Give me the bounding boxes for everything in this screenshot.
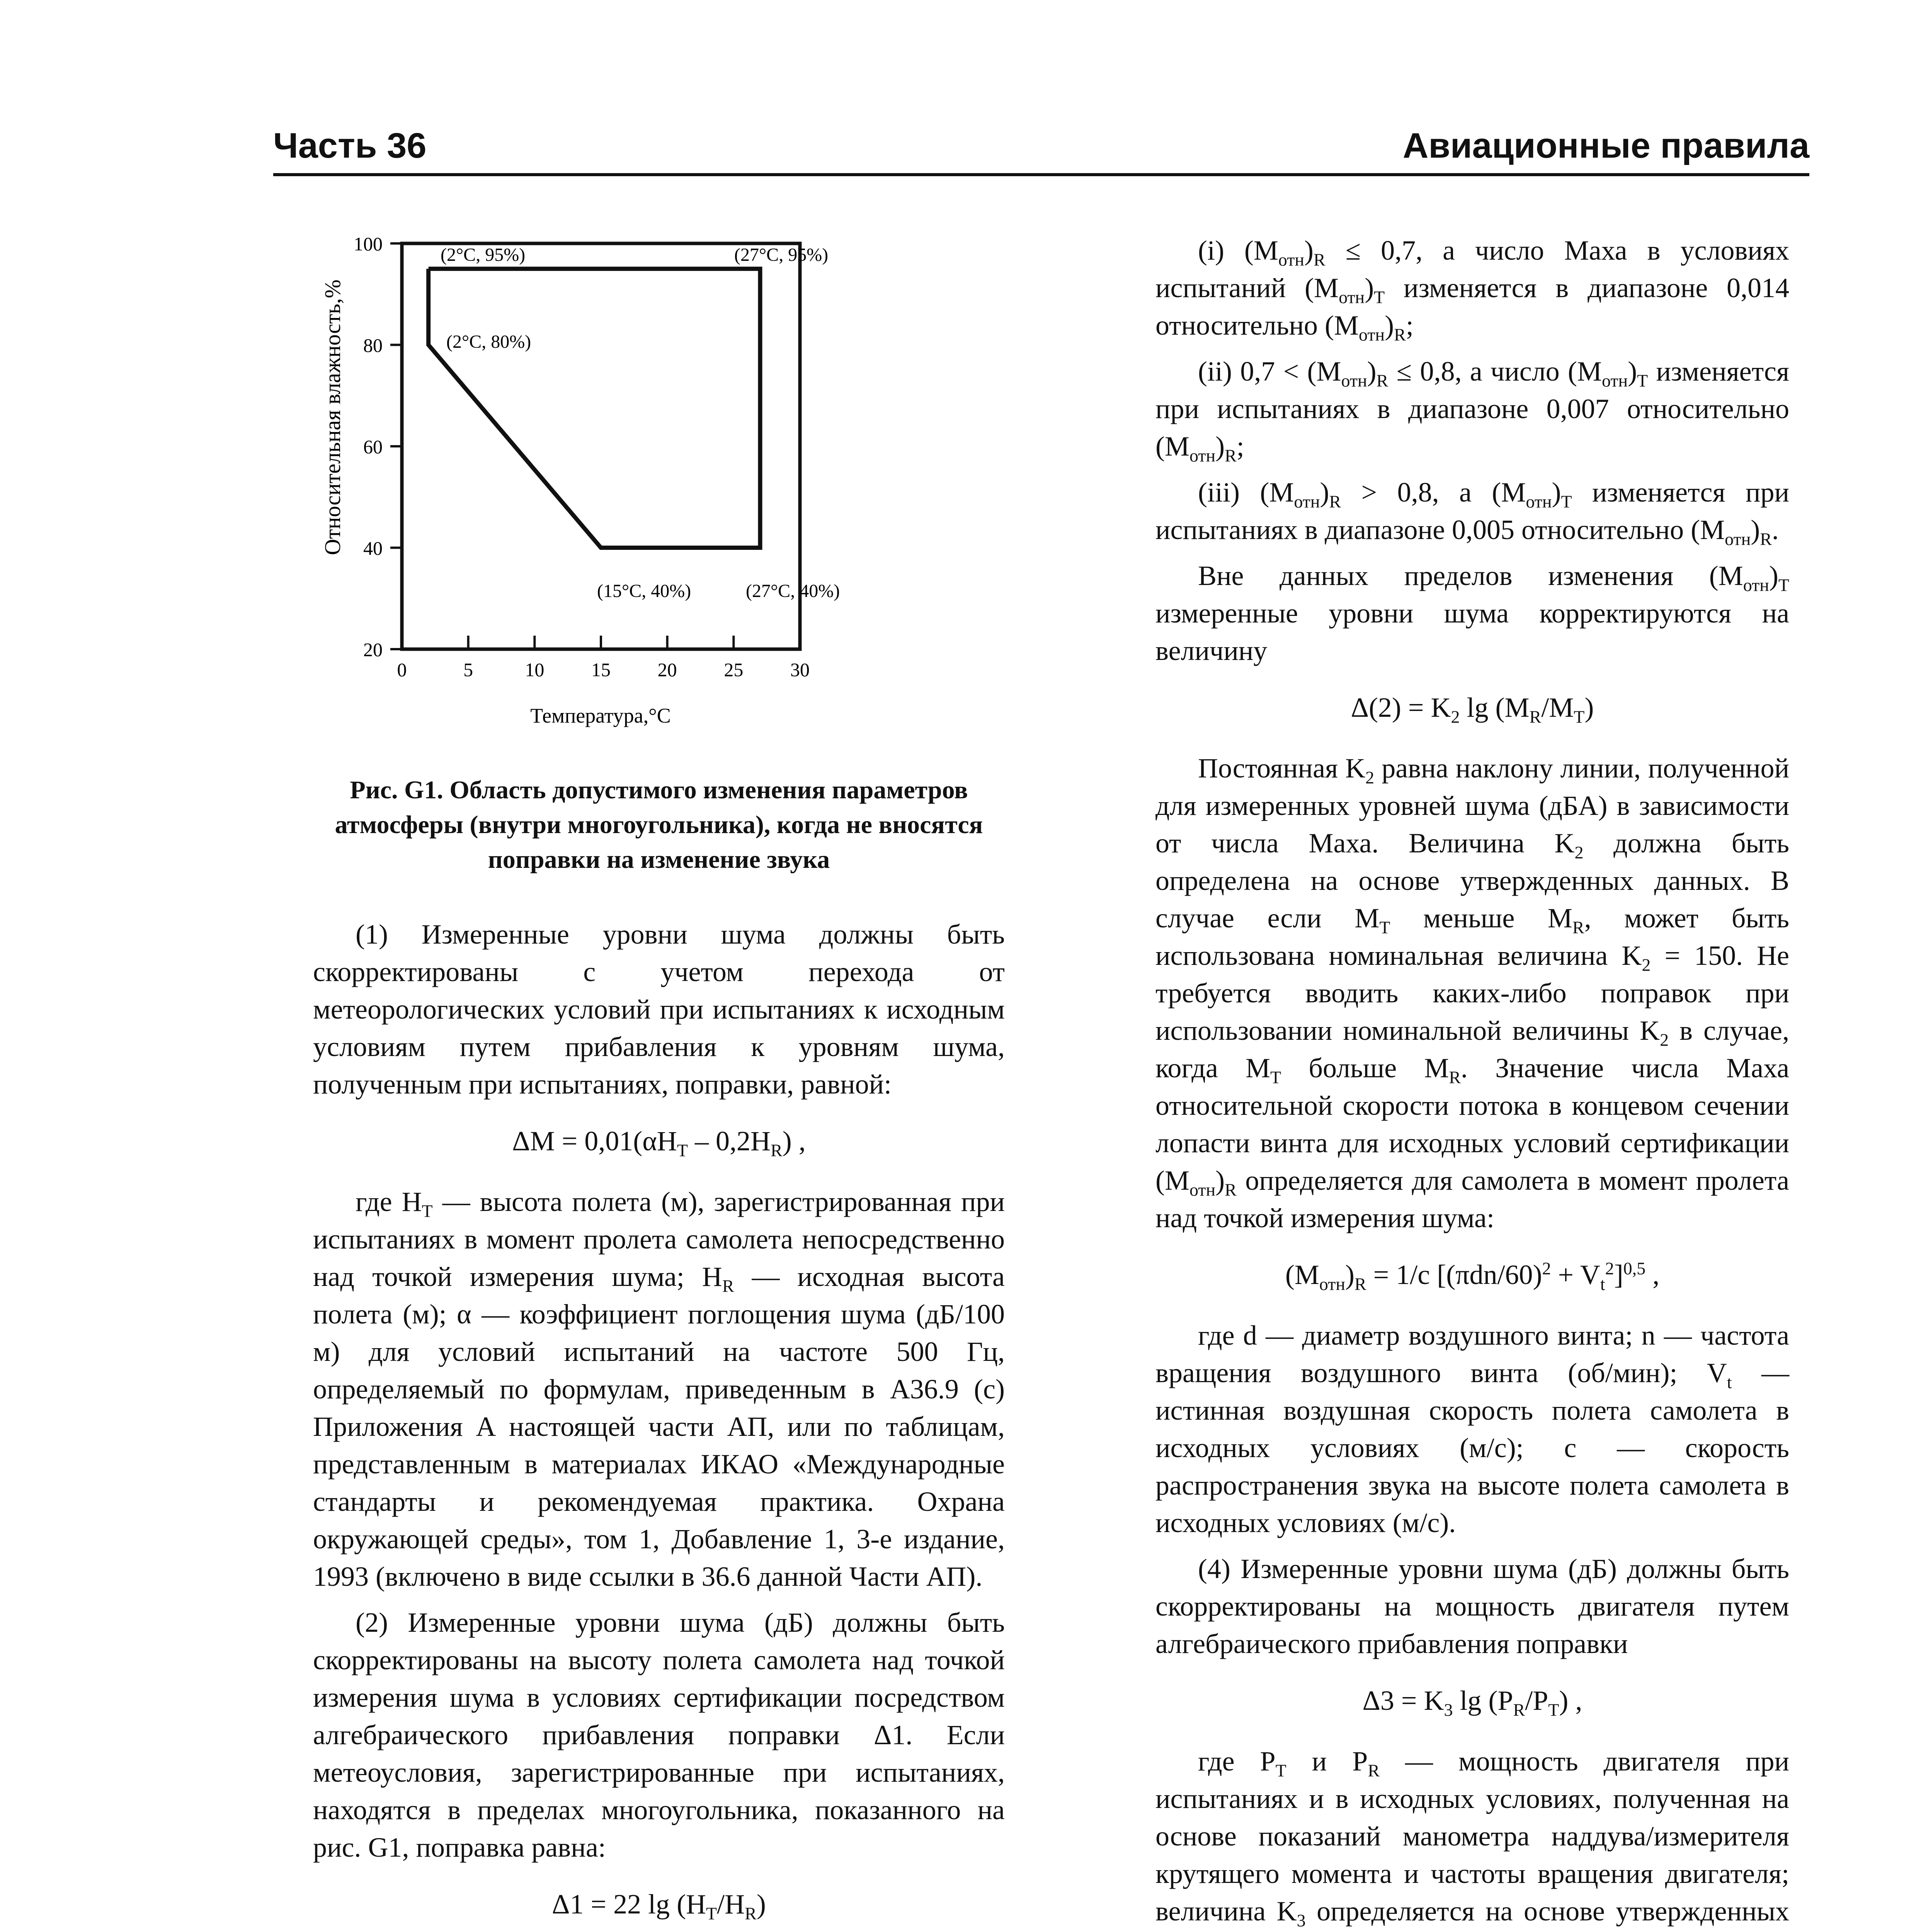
para-3: (2) Измеренные уровни шума (дБ) должны быть скорректированы на высоту полета самолета над точкой измерения шума в условиях сертификации посредством алгебраического прибавления поправки Δ1. Если метеоусловия, зарегистрированные при испытаниях, находятся в пределах многоугольника, показанного на рис. G1, поправка равна: bbox=[313, 1607, 1005, 1863]
label-27-40: (27°С, 40%) bbox=[746, 581, 840, 601]
formula-delta-1a: Δ1 = 22 $\lg (H_T/H_R)$ bbox=[552, 1889, 766, 1923]
para-9: (4) Измеренные уровни шума (дБ) должны быть скорректированы на мощность двигателя путем алгебраического прибавления поправки bbox=[1155, 1553, 1789, 1659]
x-tick-label: 15 bbox=[591, 659, 611, 680]
header-part: Часть 36 bbox=[273, 126, 427, 165]
formula-delta-2: $\Delta(2) = K_2$ $\lg (M_R/M_T)$ bbox=[1351, 692, 1594, 727]
formula-mach: $(M_{отн})_R = 1/c$ $[(\pi dn/60)^2 + V_t^2]^{0,5}$ , bbox=[1285, 1259, 1660, 1294]
label-2-95: (2°С, 95%) bbox=[441, 245, 526, 265]
x-tick-label: 5 bbox=[463, 659, 473, 680]
x-tick-label: 10 bbox=[525, 659, 545, 680]
para-10: где $P_T$ и $P_R$ — мощность двигателя при испытаниях и в исходных условиях, полученная на основе показаний манометра наддува/измерителя крутящего момента и частоты вращения двигателя; величина $K_3$ определяется на основе утвержденных bbox=[1155, 1746, 1790, 1930]
item-i: (i) $(M_{отн})_R \le 0,7$, а число Маха в условиях испытаний $(M_{отн})_T$ изменяется в диапазоне 0,014 относительно $(M_{отн})_R$; bbox=[1155, 235, 1789, 345]
item-ii: (ii) $0,7 < (M_{отн})_R \le 0,8$, а число $(M_{отн})_T$ изменяется при испытаниях в диапазоне 0,007 относительно $(M_{отн})_R$; bbox=[1155, 356, 1789, 466]
right-column bbox=[1155, 232, 1789, 1932]
item-iii: (iii) $(M_{отн})_R > 0,8$, а $(M_{отн})_T$ изменяется при испытаниях в диапазоне 0,005 относительно $(M_{отн})_R$. bbox=[1155, 477, 1789, 549]
y-tick-label: 60 bbox=[363, 436, 383, 457]
para-7: Постоянная $K_2$ равна наклону линии, полученной для измеренных уровней шума (дБА) в зависимости от числа Маха. Величина $K_2$ должна быть определена на основе утвержденных данных. В случае если $M_T$ меньше $M_R$, может быть использована номинальная величина $K_2 = 150$. Не требуется вводить каких-либо поправок при использовании номинальной величины $K_2$ в случае, когда $M_T$ больше $M_R$. Значение числа Маха относительной скорости потока в концевом сечении лопасти винта для исходных условий сертификации $(M_{отн})_R$ определяется для самолета в момент пролета над точкой измерения шума: bbox=[1155, 753, 1790, 1233]
para-2: где $H_T$ — высота полета (м), зарегистрированная при испытаниях в момент пролета самолета непосредственно над точкой измерения шума; $H_R$ — исходная высота полета (м); α — коэффициент поглощения шума (дБ/100 м) для условий испытаний на частоте 500 Гц, определяемый по формулам, приведенным в А36.9 (с) Приложения А настоящей части АП, или по таблицам, представленным в материалах ИКАО «Международные стандарты и рекомендуемая практика. Охрана окружающей среды», том 1, Добавление 1, 3-е издание, 1993 (включено в виде ссылки в 36.6 данной Части АП). bbox=[313, 1186, 1005, 1592]
y-tick-label: 80 bbox=[363, 334, 383, 356]
x-tick-label: 30 bbox=[790, 659, 810, 680]
label-15-40: (15°С, 40%) bbox=[597, 581, 691, 601]
formula-delta-3: $\Delta 3 = K_3$ $\lg (P_R/P_T)$ , bbox=[1362, 1685, 1582, 1720]
y-tick-label: 40 bbox=[363, 537, 383, 559]
left-column bbox=[313, 224, 1005, 1932]
para-1: (1) Измеренные уровни шума должны быть скорректированы с учетом перехода от метеорологических условий при испытаниях к исходным условиям путем прибавления к уровням шума, полученным при испытаниях, поправки, равной: bbox=[313, 919, 1005, 1100]
x-axis-label: Температура,°С bbox=[530, 704, 671, 727]
para-6: Вне данных пределов изменения $(M_{отн})_T$ измеренные уровни шума корректируются на величину bbox=[1155, 560, 1789, 666]
x-tick-label: 20 bbox=[657, 659, 677, 680]
label-2-80: (2°С, 80%) bbox=[446, 332, 531, 352]
figure-g1 bbox=[313, 224, 1005, 773]
formula-delta-m: $\Delta M = 0,01(\alpha H_T - 0,2H_R)$ , bbox=[512, 1126, 806, 1160]
figure-caption: Рис. G1. Область допустимого изменения параметров атмосферы (внутри многоугольника), когда не вносятся поправки на изменение звука bbox=[335, 776, 983, 874]
x-tick-label: 25 bbox=[724, 659, 744, 680]
humidity-temperature-chart bbox=[313, 224, 1005, 765]
y-tick-label: 100 bbox=[354, 233, 383, 255]
y-tick-label: 20 bbox=[363, 639, 383, 660]
page-header bbox=[273, 123, 1809, 176]
x-tick-label: 0 bbox=[397, 659, 407, 680]
label-27-95: (27°С, 95%) bbox=[734, 245, 829, 265]
para-8: где d — диаметр воздушного винта; n — частота вращения воздушного винта (об/мин); $V_t$ — истинная воздушная скорость полета самолета в исходных условиях (м/с); с — скорость распространения звука на высоте полета самолета в исходных условиях (м/с). bbox=[1155, 1320, 1790, 1538]
header-title: Авиационные правила bbox=[1402, 126, 1809, 165]
y-axis-label: Относительная влажность,% bbox=[320, 279, 345, 555]
polygon-boundary bbox=[429, 269, 760, 548]
